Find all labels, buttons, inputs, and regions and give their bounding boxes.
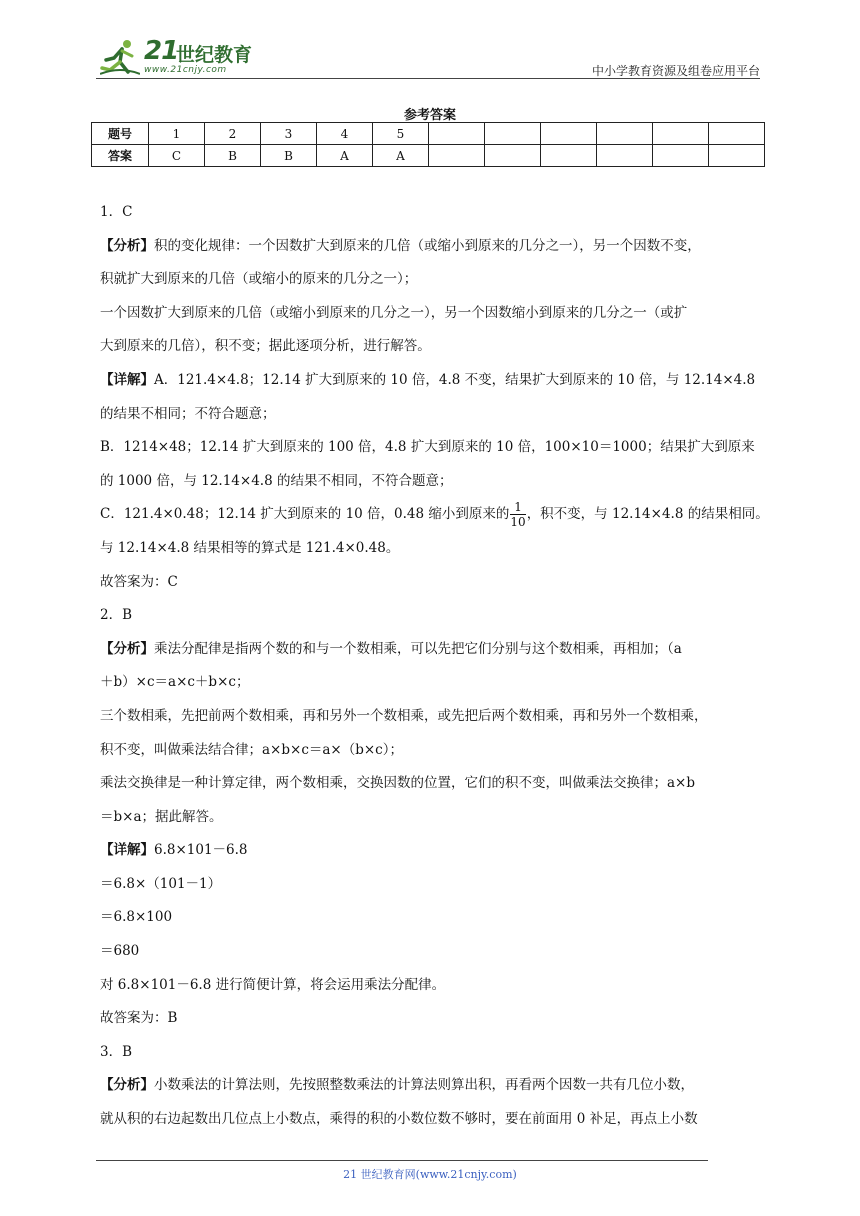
- fraction-numerator: 1: [510, 500, 525, 515]
- question-number-cell: [709, 123, 765, 145]
- answer-cell: [485, 145, 541, 167]
- text-line: 就从积的右边起数出几位点上小数点，乘得的积的小数位数不够时，要在前面用 0 补足，再点上小数: [100, 1111, 698, 1128]
- text-line: 【分析】乘法分配律是指两个数的和与一个数相乘，可以先把它们分别与这个数相乘，再相加；（a: [100, 640, 682, 657]
- answer-table: [91, 122, 765, 167]
- answer-cell: C: [149, 145, 205, 167]
- text-line: 故答案为：B: [100, 1010, 178, 1027]
- question-number-cell: [653, 123, 709, 145]
- text-line: ＝6.8×（101－1）: [100, 875, 222, 892]
- text-line: 积不变，叫做乘法结合律；a×b×c＝a×（b×c）；: [100, 741, 403, 758]
- section-marker: 【分析】: [100, 237, 154, 254]
- text-line: 三个数相乘，先把前两个数相乘，再和另外一个数相乘，或先把后两个数相乘，再和另外一个数相乘，: [100, 707, 708, 724]
- text-line: 【详解】6.8×101－6.8: [100, 842, 248, 859]
- footer-divider: [96, 1160, 708, 1161]
- solution-content: [100, 196, 768, 1137]
- text-line-with-fraction: [100, 498, 768, 532]
- question-number-cell: 4: [317, 123, 373, 145]
- text-line: ＝6.8×100: [100, 909, 173, 926]
- text-line: B．1214×48；12.14 扩大到原来的 100 倍，4.8 扩大到原来的 10 倍，100×10＝1000；结果扩大到原来: [100, 439, 755, 456]
- text-line: 积就扩大到原来的几倍（或缩小的原来的几分之一）；: [100, 271, 418, 288]
- text-line: ＝b×a；据此解答。: [100, 808, 223, 825]
- fraction: [510, 500, 525, 529]
- text-line: 【分析】积的变化规律：一个因数扩大到原来的几倍（或缩小到原来的几分之一），另一个因数不变，: [100, 237, 701, 254]
- question-number-cell: 1: [149, 123, 205, 145]
- text-line: ＋b）×c＝a×c＋b×c；: [100, 674, 250, 691]
- question-number-cell: 3: [261, 123, 317, 145]
- answer-cell: A: [373, 145, 429, 167]
- question-number-cell: 5: [373, 123, 429, 145]
- question-number-cell: [597, 123, 653, 145]
- logo-number: 21: [144, 36, 179, 66]
- question-number-cell: [485, 123, 541, 145]
- text-line: ＝680: [100, 943, 140, 960]
- text-line: 一个因数扩大到原来的几倍（或缩小到原来的几分之一），另一个因数缩小到原来的几分之一（或扩: [100, 304, 688, 321]
- text-line: 【详解】A．121.4×4.8；12.14 扩大到原来的 10 倍，4.8 不变，结果扩大到原来的 10 倍，与 12.14×4.8: [100, 371, 756, 388]
- text-line: 对 6.8×101－6.8 进行简便计算，将会运用乘法分配律。: [100, 976, 446, 993]
- row-label-answer: 答案: [92, 145, 149, 167]
- section-marker: 【分析】: [100, 640, 154, 657]
- text-line: 3．B: [100, 1043, 133, 1060]
- runner-logo-icon: [100, 38, 140, 76]
- table-row-numbers: [92, 123, 765, 145]
- text-segment: C．121.4×0.48；12.14 扩大到原来的 10 倍，0.48 缩小到原来的: [100, 506, 510, 523]
- row-label-number: 题号: [92, 123, 149, 145]
- answer-cell: [541, 145, 597, 167]
- section-marker: 【详解】: [100, 371, 154, 388]
- answer-cell: [597, 145, 653, 167]
- logo-text: 世纪教育: [176, 44, 253, 66]
- text-line: 故答案为：C: [100, 573, 178, 590]
- text-line: 乘法交换律是一种计算定律，两个数相乘，交换因数的位置，它们的积不变，叫做乘法交换律；a×b: [100, 775, 696, 792]
- site-logo: [96, 36, 266, 78]
- logo-url: www.21cnjy.com: [144, 65, 227, 75]
- section-marker: 【分析】: [100, 1077, 154, 1094]
- page-header: [96, 36, 760, 80]
- text-line: 【分析】小数乘法的计算法则，先按照整数乘法的计算法则算出积，再看两个因数一共有几位小数，: [100, 1077, 694, 1094]
- answer-cell: B: [205, 145, 261, 167]
- footer-link[interactable]: 21 世纪教育网(www.21cnjy.com): [343, 1168, 517, 1181]
- question-number-cell: 2: [205, 123, 261, 145]
- fraction-denominator: 10: [510, 515, 526, 530]
- question-number-cell: [541, 123, 597, 145]
- text-line: 大到原来的几倍），积不变；据此逐项分析，进行解答。: [100, 338, 431, 355]
- text-line: 1．C: [100, 204, 133, 220]
- answer-cell: A: [317, 145, 373, 167]
- answer-cell: [709, 145, 765, 167]
- section-marker: 【详解】: [100, 842, 154, 859]
- answer-cell: B: [261, 145, 317, 167]
- table-row-answers: [92, 145, 765, 167]
- text-line: 与 12.14×4.8 结果相等的算式是 121.4×0.48。: [100, 539, 400, 556]
- text-line: 2．B: [100, 607, 133, 624]
- answer-table-title: 参考答案: [403, 108, 456, 123]
- text-line: 的结果不相同；不符合题意；: [100, 405, 276, 422]
- text-segment: ，积不变，与 12.14×4.8 的结果相同。: [526, 506, 769, 523]
- text-line: 的 1000 倍，与 12.14×4.8 的结果不相同，不符合题意；: [100, 472, 453, 489]
- question-number-cell: [429, 123, 485, 145]
- platform-text: 中小学教育资源及组卷应用平台: [591, 64, 760, 78]
- header-divider: [96, 78, 760, 79]
- answer-cell: [653, 145, 709, 167]
- answer-cell: [429, 145, 485, 167]
